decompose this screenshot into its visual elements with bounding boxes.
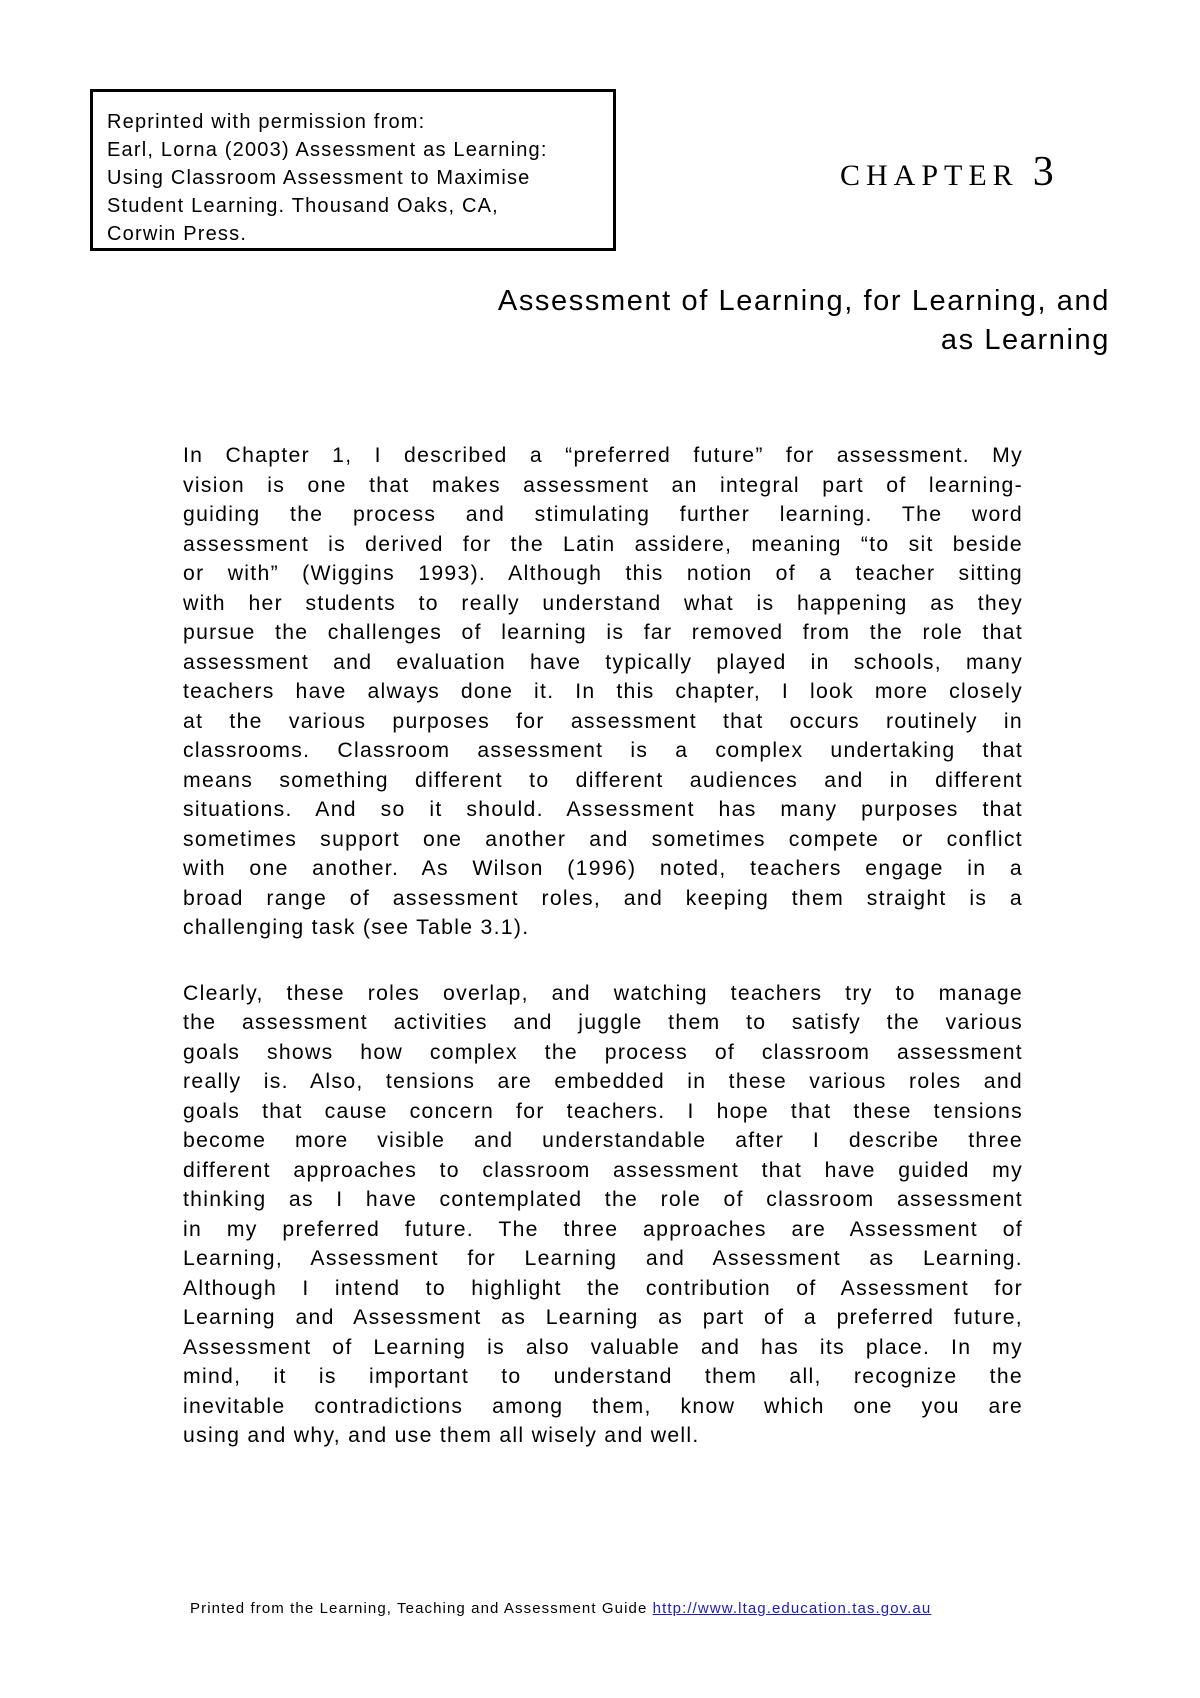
body-text: [183, 441, 1023, 1487]
reprint-line: Student Learning. Thousand Oaks, CA,: [107, 195, 499, 217]
paragraph-line: thinking as I have contemplated the role of classroom assessment: [183, 1188, 1023, 1211]
paragraph-line: inevitable contradictions among them, know which one you are: [183, 1394, 1023, 1418]
paragraph-line: assessment is derived for the Latin assidere, meaning “to sit beside: [183, 532, 1023, 556]
paragraph-line: using and why, and use them all wisely and well.: [183, 1424, 700, 1447]
page-footer: [190, 1600, 1010, 1617]
paragraph-line: vision is one that makes assessment an integral part of learning-: [183, 473, 1023, 497]
paragraph-line: mind, it is important to understand them all, recognize the: [183, 1365, 1023, 1388]
paragraph-line: goals shows how complex the process of classroom assessment: [183, 1040, 1023, 1064]
reprint-line: Reprinted with permission from:: [107, 111, 426, 133]
paragraph-line: become more visible and understandable after I describe three: [183, 1129, 1023, 1152]
paragraph-line: in my preferred future. The three approaches are Assessment of: [183, 1217, 1023, 1241]
paragraph-line: different approaches to classroom assessment that have guided my: [183, 1158, 1023, 1182]
paragraph-line: sometimes support one another and sometimes compete or conflict: [183, 827, 1023, 851]
chapter-label: CHAPTER: [840, 159, 1019, 192]
paragraph-line: In Chapter 1, I described a “preferred future” for assessment. My: [183, 444, 1023, 467]
paragraph-line: classrooms. Classroom assessment is a complex undertaking that: [183, 739, 1023, 762]
paragraph-line: pursue the challenges of learning is far removed from the role that: [183, 621, 1023, 644]
chapter-number: 3: [1032, 149, 1054, 195]
reprint-line: Corwin Press.: [107, 223, 248, 245]
paragraph: [183, 441, 1023, 943]
chapter-title: [350, 282, 1110, 360]
paragraph: [183, 979, 1023, 1451]
paragraph-line: Learning, Assessment for Learning and Assessment as Learning.: [183, 1247, 1023, 1270]
paragraph-line: Assessment of Learning is also valuable and has its place. In my: [183, 1335, 1023, 1359]
paragraph-line: situations. And so it should. Assessment has many purposes that: [183, 798, 1023, 821]
paragraph-line: Clearly, these roles overlap, and watching teachers try to manage: [183, 981, 1023, 1005]
paragraph-line: the assessment activities and juggle them to satisfy the various: [183, 1011, 1023, 1034]
paragraph-line: or with” (Wiggins 1993). Although this notion of a teacher sitting: [183, 562, 1023, 585]
chapter-title-line-2: as Learning: [940, 324, 1110, 356]
chapter-heading: [840, 148, 1054, 196]
paragraph-line: challenging task (see Table 3.1).: [183, 916, 530, 939]
footer-text: Printed from the Learning, Teaching and Assessment Guide: [190, 1600, 653, 1617]
reprint-line: Earl, Lorna (2003) Assessment as Learning:: [107, 139, 548, 161]
footer-link[interactable]: http://www.ltag.education.tas.gov.au: [652, 1600, 932, 1617]
paragraph-line: assessment and evaluation have typically played in schools, many: [183, 650, 1023, 674]
paragraph-line: at the various purposes for assessment that occurs routinely in: [183, 709, 1023, 733]
paragraph-line: Learning and Assessment as Learning as part of a preferred future,: [183, 1306, 1023, 1329]
paragraph-line: broad range of assessment roles, and keeping them straight is a: [183, 886, 1023, 910]
reprint-notice-box: [90, 89, 616, 251]
paragraph-line: guiding the process and stimulating further learning. The word: [183, 503, 1023, 526]
paragraph-line: goals that cause concern for teachers. I hope that these tensions: [183, 1099, 1023, 1123]
paragraph-line: with one another. As Wilson (1996) noted, teachers engage in a: [183, 857, 1023, 880]
paragraph-line: with her students to really understand what is happening as they: [183, 591, 1023, 615]
chapter-title-line-1: Assessment of Learning, for Learning, and: [497, 285, 1110, 317]
paragraph-line: means something different to different audiences and in different: [183, 768, 1023, 792]
paragraph-line: teachers have always done it. In this chapter, I look more closely: [183, 680, 1023, 703]
paragraph-line: Although I intend to highlight the contribution of Assessment for: [183, 1276, 1023, 1300]
paragraph-line: really is. Also, tensions are embedded in these various roles and: [183, 1070, 1023, 1093]
reprint-line: Using Classroom Assessment to Maximise: [107, 167, 531, 189]
